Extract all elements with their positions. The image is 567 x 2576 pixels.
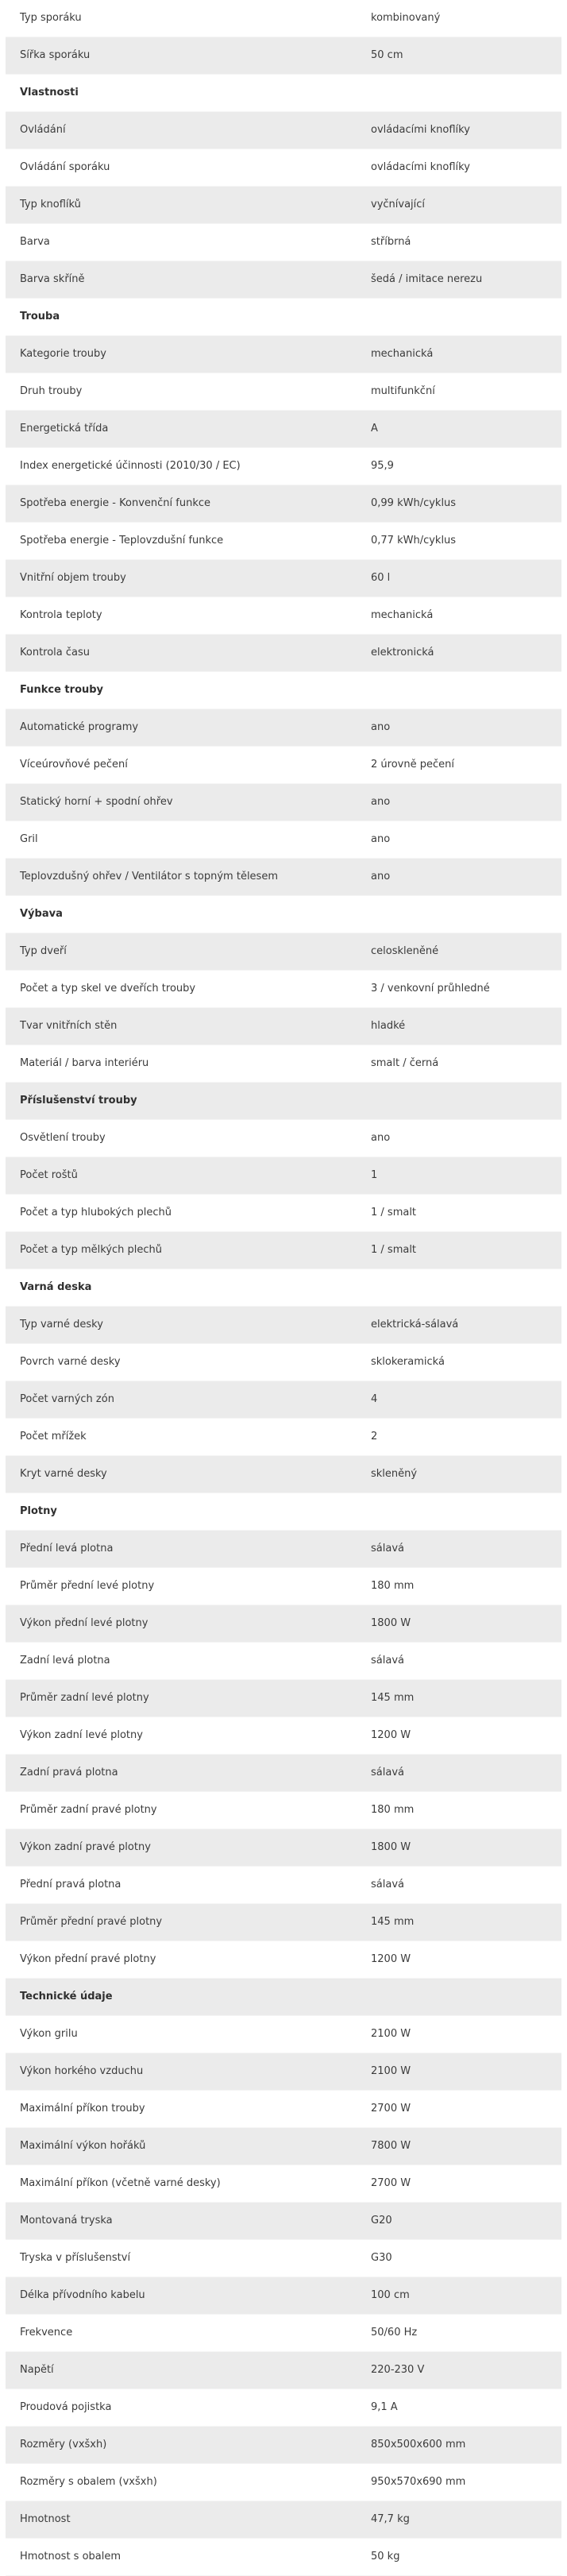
spec-label: Víceúrovňové pečení <box>20 759 128 770</box>
spec-value: G20 <box>371 2215 392 2226</box>
spec-row <box>6 1829 561 1867</box>
spec-value: hladké <box>371 1020 406 1032</box>
spec-row <box>6 112 561 149</box>
spec-row <box>6 821 561 859</box>
spec-row <box>6 2501 561 2539</box>
spec-row <box>6 1568 561 1605</box>
spec-label: Průměr přední pravé plotny <box>20 1916 163 1928</box>
section-title: Funkce trouby <box>20 684 104 696</box>
spec-value: 0,99 kWh/cyklus <box>371 497 457 509</box>
spec-row <box>6 560 561 597</box>
spec-value: smalt / černá <box>371 1057 439 1069</box>
spec-row <box>6 2539 561 2576</box>
spec-label: Rozměry (vxšxh) <box>20 2439 107 2450</box>
spec-value: 145 mm <box>371 1916 415 1928</box>
spec-label: Počet roštů <box>20 1169 78 1181</box>
spec-label: Hmotnost s obalem <box>20 2551 122 2562</box>
spec-label: Počet a typ mělkých plechů <box>20 1244 163 1256</box>
spec-value: sálavá <box>371 1767 404 1778</box>
spec-value: stříbrná <box>371 236 411 248</box>
spec-row <box>6 1195 561 1232</box>
spec-label: Frekvence <box>20 2327 73 2338</box>
spec-row <box>6 448 561 485</box>
spec-value: A <box>371 423 378 434</box>
spec-value: elektronická <box>371 647 434 658</box>
spec-row <box>6 784 561 821</box>
spec-label: Barva skříně <box>20 273 85 285</box>
spec-row <box>6 2240 561 2277</box>
spec-label: Osvětlení trouby <box>20 1132 106 1144</box>
spec-label: Typ dveří <box>20 945 67 957</box>
spec-row <box>6 2128 561 2165</box>
spec-row <box>6 2427 561 2464</box>
spec-row <box>6 2053 561 2091</box>
spec-row <box>6 2016 561 2053</box>
spec-row <box>6 1120 561 1157</box>
section-header-row <box>6 1979 561 2016</box>
spec-label: Automatické programy <box>20 721 139 733</box>
spec-value: vyčnívající <box>371 199 426 210</box>
spec-label: Počet mřížek <box>20 1431 87 1442</box>
spec-row <box>6 1008 561 1045</box>
spec-label: Maximální příkon (včetně varné desky) <box>20 2177 221 2189</box>
spec-value: ano <box>371 1132 391 1144</box>
spec-row <box>6 1381 561 1419</box>
spec-label: Průměr zadní pravé plotny <box>20 1804 157 1816</box>
spec-value: 9,1 A <box>371 2401 398 2413</box>
spec-row <box>6 1531 561 1568</box>
spec-row <box>6 635 561 672</box>
section-title: Vlastnosti <box>20 87 79 98</box>
spec-value: ano <box>371 871 391 882</box>
spec-value: 0,77 kWh/cyklus <box>371 535 457 546</box>
section-header-row <box>6 75 561 112</box>
spec-value: sklokeramická <box>371 1356 445 1368</box>
spec-value: 50 cm <box>371 49 403 61</box>
section-title: Varná deska <box>20 1281 92 1293</box>
section-title: Technické údaje <box>20 1991 113 2002</box>
spec-value: 100 cm <box>371 2289 410 2301</box>
spec-label: Druh trouby <box>20 385 83 397</box>
spec-value: kombinovaný <box>371 12 441 24</box>
spec-row <box>6 933 561 971</box>
spec-row <box>6 1680 561 1717</box>
spec-label: Typ knoflíků <box>20 199 81 210</box>
spec-row <box>6 0 561 37</box>
spec-value: 2700 W <box>371 2177 411 2189</box>
section-title: Příslušenství trouby <box>20 1095 137 1106</box>
spec-label: Výkon zadní pravé plotny <box>20 1841 151 1853</box>
spec-row <box>6 187 561 224</box>
section-header-row <box>6 1269 561 1307</box>
spec-label: Materiál / barva interiéru <box>20 1057 149 1069</box>
spec-label: Zadní levá plotna <box>20 1655 110 1666</box>
spec-row <box>6 709 561 747</box>
spec-row <box>6 1904 561 1941</box>
spec-value: elektrická-sálavá <box>371 1319 459 1330</box>
spec-label: Teplovzdušný ohřev / Ventilátor s topným tělesem <box>20 871 278 882</box>
spec-value: 1200 W <box>371 1953 411 1965</box>
spec-row <box>6 2315 561 2352</box>
spec-row <box>6 1717 561 1755</box>
section-title: Trouba <box>20 311 60 322</box>
spec-label: Kryt varné desky <box>20 1468 107 1480</box>
spec-value: 50 kg <box>371 2551 400 2562</box>
spec-value: 180 mm <box>371 1580 415 1592</box>
spec-value: multifunkční <box>371 385 435 397</box>
spec-row <box>6 485 561 523</box>
spec-value: 950x570x690 mm <box>371 2476 466 2488</box>
section-header-row <box>6 1493 561 1531</box>
spec-label: Počet varných zón <box>20 1393 114 1405</box>
spec-value: 220-230 V <box>371 2364 425 2376</box>
spec-label: Výkon zadní levé plotny <box>20 1729 143 1741</box>
spec-label: Tvar vnitřních stěn <box>20 1020 118 1032</box>
spec-value: sálavá <box>371 1543 404 1554</box>
spec-label: Kategorie trouby <box>20 348 106 360</box>
spec-row <box>6 1307 561 1344</box>
spec-label: Přední pravá plotna <box>20 1879 122 1890</box>
spec-value: 50/60 Hz <box>371 2327 418 2338</box>
spec-row <box>6 2165 561 2203</box>
spec-row <box>6 1605 561 1643</box>
spec-label: Montovaná tryska <box>20 2215 113 2226</box>
spec-value: 1800 W <box>371 1617 411 1629</box>
spec-label: Výkon horkého vzduchu <box>20 2065 144 2077</box>
spec-label: Délka přívodního kabelu <box>20 2289 145 2301</box>
spec-row <box>6 1792 561 1829</box>
spec-value: 1200 W <box>371 1729 411 1741</box>
spec-row <box>6 1157 561 1195</box>
spec-value: 2 úrovně pečení <box>371 759 454 770</box>
spec-value: ovládacími knoflíky <box>371 161 470 173</box>
spec-label: Napětí <box>20 2364 54 2376</box>
spec-row <box>6 523 561 560</box>
spec-value: 95,9 <box>371 460 394 472</box>
spec-row <box>6 747 561 784</box>
spec-row <box>6 149 561 187</box>
spec-value: ovládacími knoflíky <box>371 124 470 136</box>
spec-value: 4 <box>371 1393 378 1405</box>
spec-row <box>6 1419 561 1456</box>
spec-row <box>6 1941 561 1979</box>
spec-value: ano <box>371 796 391 808</box>
spec-row <box>6 1045 561 1083</box>
spec-value: skleněný <box>371 1468 418 1480</box>
spec-value: sálavá <box>371 1879 404 1890</box>
spec-row <box>6 1755 561 1792</box>
spec-value: G30 <box>371 2252 392 2264</box>
section-header-row <box>6 1083 561 1120</box>
spec-label: Počet a typ skel ve dveřích trouby <box>20 983 196 994</box>
spec-value: 1 / smalt <box>371 1244 417 1256</box>
spec-label: Maximální výkon hořáků <box>20 2140 146 2152</box>
spec-label: Spotřeba energie - Konvenční funkce <box>20 497 210 509</box>
spec-label: Proudová pojistka <box>20 2401 112 2413</box>
spec-row <box>6 37 561 75</box>
spec-label: Kontrola času <box>20 647 91 658</box>
spec-label: Typ varné desky <box>20 1319 103 1330</box>
spec-value: 1800 W <box>371 1841 411 1853</box>
spec-label: Gril <box>20 833 38 845</box>
spec-label: Průměr přední levé plotny <box>20 1580 155 1592</box>
spec-row <box>6 971 561 1008</box>
spec-value: 60 l <box>371 572 391 584</box>
spec-value: sálavá <box>371 1655 404 1666</box>
spec-value: 47,7 kg <box>371 2513 410 2525</box>
spec-label: Šířka sporáku <box>20 49 91 61</box>
spec-value: 2100 W <box>371 2065 411 2077</box>
spec-value: ano <box>371 833 391 845</box>
spec-row <box>6 2277 561 2315</box>
spec-value: 180 mm <box>371 1804 415 1816</box>
spec-label: Přední levá plotna <box>20 1543 114 1554</box>
spec-label: Barva <box>20 236 50 248</box>
spec-label: Průměr zadní levé plotny <box>20 1692 149 1704</box>
spec-label: Povrch varné desky <box>20 1356 121 1368</box>
spec-value: 7800 W <box>371 2140 411 2152</box>
spec-row <box>6 2203 561 2240</box>
spec-row <box>6 2352 561 2389</box>
spec-label: Výkon grilu <box>20 2028 78 2040</box>
spec-label: Ovládání sporáku <box>20 161 110 173</box>
spec-value: 145 mm <box>371 1692 415 1704</box>
spec-row <box>6 373 561 411</box>
spec-label: Ovládání <box>20 124 66 136</box>
spec-value: 1 / smalt <box>371 1207 417 1218</box>
spec-row <box>6 411 561 448</box>
spec-label: Maximální příkon trouby <box>20 2103 145 2114</box>
section-header-row <box>6 896 561 933</box>
spec-row <box>6 2464 561 2501</box>
spec-label: Počet a typ hlubokých plechů <box>20 1207 172 1218</box>
spec-row <box>6 597 561 635</box>
spec-value: 850x500x600 mm <box>371 2439 466 2450</box>
spec-label: Spotřeba energie - Teplovzdušní funkce <box>20 535 224 546</box>
spec-value: celoskleněné <box>371 945 439 957</box>
spec-row <box>6 1456 561 1493</box>
section-header-row <box>6 672 561 709</box>
spec-label: Typ sporáku <box>20 12 82 24</box>
spec-label: Rozměry s obalem (vxšxh) <box>20 2476 157 2488</box>
spec-value: 3 / venkovní průhledné <box>371 983 490 994</box>
spec-row <box>6 859 561 896</box>
spec-label: Index energetické účinnosti (2010/30 / EC) <box>20 460 241 472</box>
spec-label: Výkon přední levé plotny <box>20 1617 148 1629</box>
spec-label: Hmotnost <box>20 2513 71 2525</box>
section-title: Plotny <box>20 1505 57 1517</box>
spec-value: 2700 W <box>371 2103 411 2114</box>
spec-row <box>6 224 561 261</box>
spec-value: mechanická <box>371 348 434 360</box>
spec-value: 2 <box>371 1431 378 1442</box>
spec-row <box>6 1867 561 1904</box>
spec-label: Výkon přední pravé plotny <box>20 1953 156 1965</box>
spec-label: Statický horní + spodní ohřev <box>20 796 173 808</box>
spec-row <box>6 1344 561 1381</box>
specification-table <box>6 0 561 2576</box>
spec-value: 2100 W <box>371 2028 411 2040</box>
spec-value: 1 <box>371 1169 378 1181</box>
spec-value: ano <box>371 721 391 733</box>
spec-label: Vnitřní objem trouby <box>20 572 126 584</box>
spec-value: mechanická <box>371 609 434 621</box>
spec-row <box>6 336 561 373</box>
spec-label: Kontrola teploty <box>20 609 102 621</box>
spec-value: šedá / imitace nerezu <box>371 273 483 285</box>
section-header-row <box>6 299 561 336</box>
spec-label: Energetická třída <box>20 423 109 434</box>
spec-row <box>6 1232 561 1269</box>
spec-row <box>6 2389 561 2427</box>
spec-label: Tryska v příslušenství <box>20 2252 131 2264</box>
spec-row <box>6 2091 561 2128</box>
section-title: Výbava <box>20 908 63 920</box>
spec-row <box>6 1643 561 1680</box>
spec-label: Zadní pravá plotna <box>20 1767 118 1778</box>
spec-row <box>6 261 561 299</box>
